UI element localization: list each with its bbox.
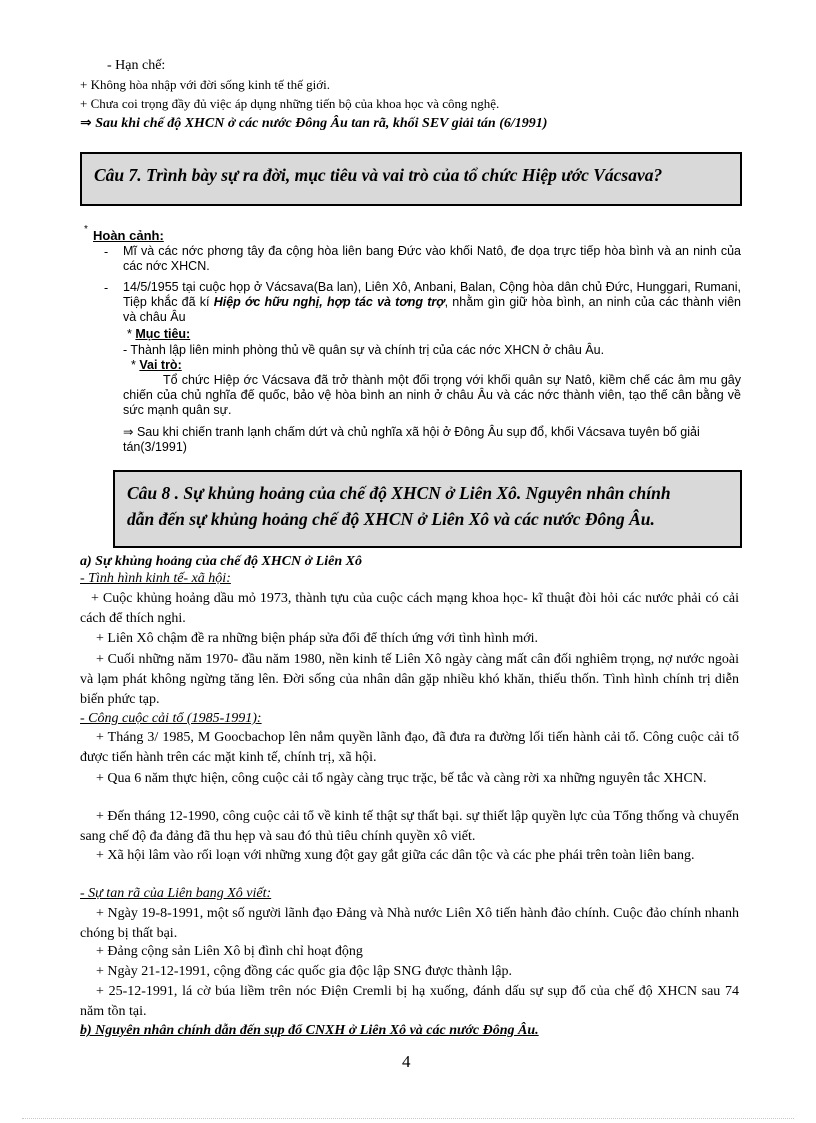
star: * [131, 358, 136, 372]
han-che-conclusion-text: Sau khi chế độ XHCN ở các nước Đông Âu tan rã, khối SEV giải tán (6/1991) [95, 116, 548, 131]
star: * [127, 327, 132, 341]
cau8-title-line-1: Câu 8 . Sự khủng hoảng của chế độ XHCN ở Liên Xô. Nguyên nhân chính [127, 483, 671, 503]
cai-to-item-4: + Xã hội lâm vào rối loạn với những xung đột gay gắt giữa các dân tộc và các phe phái trên toàn liên bang. [96, 848, 695, 863]
tan-ra-item-1: + Ngày 19-8-1991, một số người lãnh đạo Đảng và Nhà nước Liên Xô tiến hành đảo chính. Cuộc đảo chính nhanh chóng bị thất bại. [80, 906, 739, 941]
cai-to-item-3: + Đến tháng 12-1990, công cuộc cải tổ về kinh tế thật sự thất bại. sự thiết lập quyền lực của Tổng thống và chuyển sang chế độ đa đảng đã thu hẹp và sau đó thủ tiêu chính quyền xô viết. [80, 809, 739, 844]
han-che-item-1: + Không hòa nhập với đời sống kinh tế thế giới. [80, 77, 331, 92]
cai-to-item-1: + Tháng 3/ 1985, M Goocbachop lên nắm quyền lãnh đạo, đã đưa ra đường lối tiến hành cải tổ. Công cuộc cải tổ được tiến hành trên các mặt kinh tế, chính trị, xã hội. [80, 730, 739, 765]
tan-ra-heading: - Sự tan rã của Liên bang Xô viết: [80, 886, 272, 901]
han-che-item-2: + Chưa coi trọng đầy đủ việc áp dụng những tiến bộ của khoa học và công nghệ. [80, 96, 500, 111]
hoan-canh-star: * [84, 224, 88, 235]
hoan-canh-bullet-2-tail: , nhằm gìn giữ hòa bình, an ninh của các thành viên và châu Âu [123, 295, 742, 324]
vai-tro-label [131, 358, 182, 373]
kinh-te-heading: - Tình hình kinh tế- xã hội: [80, 571, 231, 586]
implies-arrow-icon: ⇒ [123, 424, 134, 439]
tan-ra-item-2: + Đảng cộng sản Liên Xô bị đình chỉ hoạt động [96, 944, 363, 959]
hoan-canh-bullet-2-text: 14/5/1955 tại cuộc họp ở Vácsava(Ba lan), Liên Xô, Anbani, Balan, Cộng hòa dân chủ Đức, Hunggari, Rumani, Tiệp khắc đã kí [123, 280, 741, 309]
cau7-conclusion-text: Sau khi chiến tranh lạnh chấm dứt và chủ nghĩa xã hội ở Đông Âu sụp đổ, khối Vácsava tuyên bố giải tán(3/1991) [123, 425, 700, 454]
cau8-title-line-2: dẫn đến sự khủng hoảng chế độ XHCN ở Liên Xô và các nước Đông Âu. [127, 509, 655, 529]
hoan-canh-bullet-1: Mĩ và các nớc phơng tây đa cộng hòa liên bang Đức vào khối Natô, đe dọa trực tiếp hòa bình và an ninh của các nớc XHCN. [123, 244, 741, 273]
page-number: 4 [402, 1052, 411, 1071]
hiep-uoc-name: Hiệp ớc hữu nghị, hợp tác và tơng trợ [213, 295, 445, 309]
cau7-title: Câu 7. Trình bày sự ra đời, mục tiêu và vai trò của tổ chức Hiệp ước Vácsava? [94, 165, 663, 185]
tan-ra-item-4: + 25-12-1991, lá cờ búa liềm trên nóc Điện Cremli bị hạ xuống, đánh dấu sự sụp đổ của chế độ XHCN sau 74 năm tồn tại. [80, 984, 739, 1019]
part-a-heading: a) Sự khủng hoảng của chế độ XHCN ở Liên Xô [80, 554, 362, 569]
kinh-te-item-3: + Cuối những năm 1970- đầu năm 1980, nền kinh tế Liên Xô ngày càng mất cân đối nghiêm trọng, nợ nước ngoài và lạm phát không ngừng tăng lên. Đời sống của nhân dân gặp nhiều khó khăn, thiếu thốn. Tình hình chính trị diễn biến phức tạp. [80, 652, 739, 707]
bullet-dash: - [104, 245, 109, 259]
muc-tieu-label [127, 327, 190, 342]
cau7-conclusion [123, 424, 741, 455]
muc-tieu-text: - Thành lập liên minh phòng thủ về quân sự và chính trị của các nớc XHCN ở châu Âu. [123, 343, 605, 357]
implies-arrow-icon: ⇒ [80, 115, 92, 131]
cau8-title-box [113, 470, 742, 548]
page-bottom-rule [22, 1118, 794, 1119]
vai-tro-heading: Vai trò: [139, 358, 182, 372]
muc-tieu-heading: Mục tiêu: [135, 327, 191, 341]
kinh-te-item-1: + Cuộc khủng hoảng dầu mỏ 1973, thành tựu của cuộc cách mạng khoa học- kĩ thuật đòi hỏi các nước phải có cải cách để thích nghi. [80, 591, 739, 626]
bullet-dash: - [104, 281, 109, 295]
tan-ra-item-3: + Ngày 21-12-1991, cộng đồng các quốc gia độc lập SNG được thành lập. [96, 964, 512, 979]
cai-to-heading: - Công cuộc cải tổ (1985-1991): [80, 711, 262, 726]
vai-tro-text: Tổ chức Hiệp ớc Vácsava đã trở thành một đối trọng với khối quân sự Natô, kiềm chế các âm mu gây chiến của chủ nghĩa đế quốc, bảo vệ hòa bình an ninh ở châu Âu và các nớc thành viên, tạo thế cân bằng về sức mạnh quân sự. [123, 373, 741, 417]
cai-to-item-2: + Qua 6 năm thực hiện, công cuộc cải tổ ngày càng trục trặc, bế tắc và càng rời xa những nguyên tắc XHCN. [96, 771, 707, 786]
han-che-conclusion [80, 114, 547, 133]
hoan-canh-heading: Hoàn cảnh: [93, 228, 164, 243]
hoan-canh-bullet-2 [123, 280, 741, 325]
cau7-title-box [80, 152, 742, 206]
kinh-te-item-2: + Liên Xô chậm đề ra những biện pháp sửa đổi để thích ứng với tình hình mới. [96, 631, 539, 646]
han-che-heading: - Hạn chế: [107, 58, 166, 73]
part-b-heading: b) Nguyên nhân chính dẫn đến sụp đổ CNXH ở Liên Xô và các nước Đông Âu. [80, 1023, 539, 1038]
